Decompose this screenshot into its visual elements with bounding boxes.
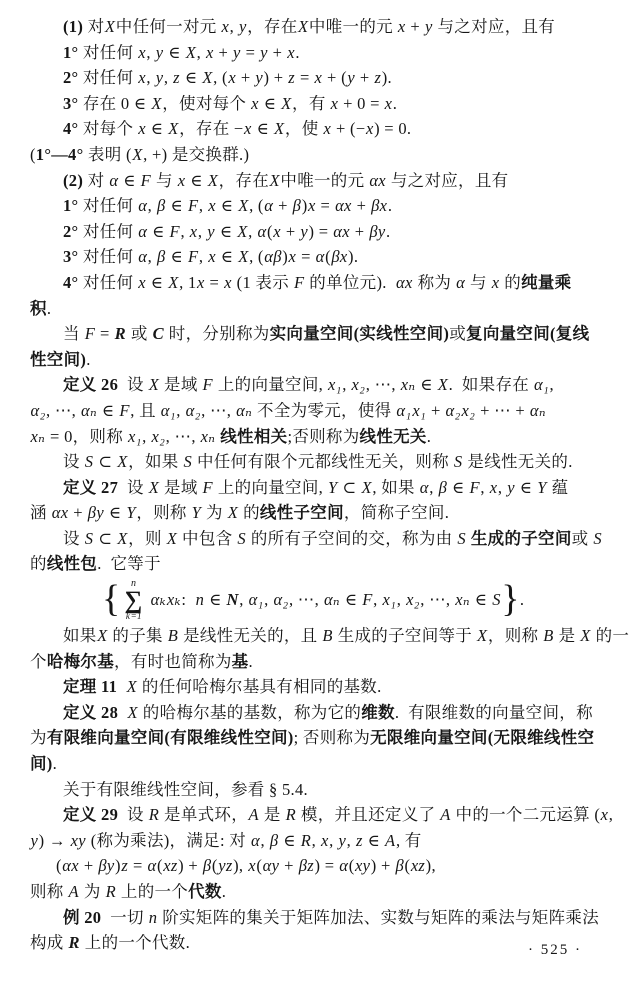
text-segment: 当 F = [63, 324, 115, 344]
text-segment: 涵 αx + βy ∈ Y，则称 Y 为 X 的 [30, 503, 260, 523]
text-segment: α₂, ⋯, αₙ ∈ F, 且 α₁, α₂, ⋯, αₙ 不全为零元，使得 α₁x₁ + α₂x₂ + ⋯ + αₙ [30, 400, 546, 420]
text-line [30, 91, 616, 117]
text-segment: 3° [63, 93, 83, 113]
text-segment: 维数 [361, 702, 395, 722]
text-segment: (2) [63, 170, 88, 190]
text-line [30, 526, 616, 552]
summation-symbol [125, 579, 143, 622]
text-segment: . [248, 651, 253, 671]
text-segment: 则称 A 为 R 上的一个 [30, 882, 189, 901]
page-number: · 525 · [528, 942, 582, 958]
text-segment: 存在 0 ∈ X，使对每个 x ∈ X，有 x + 0 = x. [82, 93, 398, 113]
big-brace: } [501, 578, 520, 621]
text-segment: 构成 [30, 933, 69, 953]
text-segment: (αx + βy)z = α(xz) + β(yz), x(αy + βz) = α(xy) + β(xz), [56, 856, 436, 876]
text-segment: 2° [63, 221, 83, 241]
text-segment: . [86, 349, 91, 369]
text-segment: 或 [449, 324, 467, 344]
text-segment: ; 否则称为 [293, 728, 371, 748]
text-line [30, 244, 616, 270]
sigma-glyph: ∑ [124, 586, 143, 614]
text-segment: 积 [30, 298, 47, 318]
text-segment: 对任何 α, β ∈ F, x ∈ X, (αβ)x = α(βx). [82, 247, 359, 267]
text-segment: 设 X 是域 F 上的向量空间, x₁, x₂, ⋯, xₙ ∈ X. 如果存在 α₁, [118, 375, 554, 395]
text-line [30, 751, 616, 777]
text-segment: . 它等于 [97, 554, 161, 574]
text-segment: 1°—4° [35, 144, 84, 164]
text-line [30, 347, 616, 373]
text-segment: 对任何 x ∈ X, 1x = x (1 表示 F 的单位元). αx 称为 α 与 x 的 [82, 272, 522, 292]
text-segment: (1) [63, 17, 88, 36]
text-segment: 定义 27 [63, 477, 119, 497]
text-segment: . [46, 298, 52, 318]
text-segment: 表明 (X, +) 是交换群.) [83, 144, 250, 164]
text-line [30, 674, 616, 700]
text-segment: 设 R 是单式环，A 是 R 模，并且还定义了 A 中的一个二元运算 (x, [118, 805, 614, 825]
text-segment: 性空间) [30, 349, 87, 369]
text-segment: 或 [126, 324, 153, 344]
text-segment: 复向量空间(复线 [466, 324, 590, 344]
text-segment: 间) [30, 754, 53, 774]
text-segment: N [226, 590, 239, 610]
text-segment: 定义 26 [63, 375, 119, 395]
text-segment: 生成的子空间 [470, 528, 572, 548]
text-line [30, 14, 616, 40]
text-line [30, 296, 616, 322]
text-segment: 个 [30, 651, 47, 671]
text-line [30, 500, 616, 526]
text-line [30, 551, 616, 577]
text-segment: . [519, 590, 525, 610]
text-line [30, 270, 616, 296]
text-segment: X 的任何哈梅尔基具有相同的基数. [126, 677, 382, 697]
text-segment: R [114, 324, 126, 344]
text-segment: 1° [63, 42, 83, 62]
text-segment: 3° [63, 247, 83, 267]
text-line [30, 802, 616, 828]
text-segment: 4° [63, 272, 83, 292]
text-segment: 1° [63, 196, 83, 216]
text-segment: . [221, 882, 227, 901]
text-segment: ，简称子空间. [343, 503, 450, 523]
text-line [30, 879, 616, 905]
text-segment: 定义 28 [63, 702, 119, 722]
sum-upper-limit: n [130, 577, 137, 589]
text-segment: y) → xy (称为乘法)，满足: 对 α, β ∈ R, x, y, z ∈ A, 有 [30, 830, 422, 850]
text-segment: 对任何 α ∈ F, x, y ∈ X, α(x + y) = αx + βy. [82, 221, 391, 241]
text-line [30, 700, 616, 726]
text-line [30, 449, 616, 475]
text-segment: 定理 11 [63, 677, 118, 697]
text-segment: 一切 n 阶实矩阵的集关于矩阵加法、实数与矩阵的乘法与矩阵乘法 [101, 907, 599, 927]
big-brace: { [102, 578, 121, 621]
text-segment: 纯量乘 [521, 272, 572, 292]
text-segment: 线性包 [46, 554, 98, 574]
text-segment: X 的哈梅尔基的基数，称为它的 [127, 702, 362, 722]
text-segment: 对任何 x, y ∈ X, x + y = y + x. [82, 42, 300, 62]
text-segment: 有限维向量空间(有限维线性空间) [46, 728, 294, 748]
text-segment: . 有限维数的向量空间，称 [394, 702, 593, 722]
text-segment: αₖxₖ: n ∈ [150, 590, 227, 610]
text-segment: 2° [63, 68, 83, 88]
text-segment: 关于有限维线性空间，参看 § 5.4. [63, 779, 308, 799]
text-segment: 对任何 α, β ∈ F, x ∈ X, (α + β)x = αx + βx. [82, 196, 393, 216]
text-segment: 代数 [188, 882, 222, 901]
text-line [30, 905, 616, 931]
text-line [30, 142, 616, 168]
text-line [30, 475, 616, 501]
text-segment: ;否则称为 [287, 426, 360, 446]
text-line [30, 725, 616, 751]
text-line [30, 398, 616, 424]
text-segment: ( [30, 144, 36, 164]
text-line [30, 116, 616, 142]
text-segment: 无限维向量空间(无限维线性空 [370, 728, 595, 748]
text-segment: 的 [30, 554, 47, 574]
text-line [30, 193, 616, 219]
text-segment: R [68, 933, 80, 953]
text-segment: . [52, 754, 58, 774]
text-segment: , α₁, α₂, ⋯, αₙ ∈ F, x₁, x₂, ⋯, xₙ ∈ S [239, 590, 501, 610]
text-line [30, 828, 616, 854]
text-segment: 线性子空间 [259, 503, 344, 523]
text-segment: 设 S ⊂ X，如果 S 中任何有限个元都线性无关，则称 S 是线性无关的. [63, 452, 573, 472]
text-segment: 对 α ∈ F 与 x ∈ X，存在X中唯一的元 αx 与之对应，且有 [87, 170, 509, 190]
text-line [30, 321, 616, 347]
text-segment: 设 S ⊂ X，则 X 中包含 S 的所有子空间的交，称为由 S [63, 528, 466, 548]
text-segment: 实向量空间(实线性空间) [269, 324, 450, 344]
text-line [30, 65, 616, 91]
text-segment: 时，分别称为 [164, 324, 270, 344]
text-segment: ，有时也简称为 [114, 651, 232, 671]
text-segment: 对X中任何一对元 x, y，存在X中唯一的元 x + y 与之对应，且有 [87, 17, 556, 36]
text-line [30, 168, 616, 194]
text-segment: 上的一个代数. [80, 933, 190, 953]
text-line [30, 623, 630, 649]
text-line [30, 424, 616, 450]
text-segment: C [152, 324, 164, 344]
text-segment: 线性无关 [359, 426, 427, 446]
text-line [30, 853, 616, 879]
text-line [30, 372, 616, 398]
text-segment: 定义 29 [63, 805, 119, 825]
text-segment: 设 X 是域 F 上的向量空间, Y ⊂ X, 如果 α, β ∈ F, x, y ∈ Y 蕴 [118, 477, 569, 497]
text-segment: 为 [30, 728, 47, 748]
text-segment: 如果X 的子集 B 是线性无关的，且 B 生成的子空间等于 X，则称 B 是 X 的一 [63, 626, 630, 646]
sum-lower-limit: k=1 [125, 611, 142, 622]
text-segment: 基 [231, 651, 249, 671]
text-line [30, 649, 616, 675]
text-line [30, 40, 616, 66]
text-segment: 或 S [571, 528, 602, 548]
document-lines [30, 14, 630, 956]
text-segment: 线性相关 [220, 426, 288, 446]
text-segment: 哈梅尔基 [46, 651, 115, 671]
text-segment: . [426, 426, 432, 446]
display-formula [30, 577, 616, 623]
text-segment: 4° [63, 119, 83, 139]
text-segment: 对任何 x, y, z ∈ X, (x + y) + z = x + (y + z). [82, 68, 392, 88]
text-segment: xₙ = 0，则称 x₁, x₂, ⋯, xₙ [30, 426, 216, 446]
text-line [30, 777, 616, 803]
text-segment: 例 20 [63, 907, 102, 927]
text-line [30, 219, 616, 245]
text-segment: 对每个 x ∈ X，存在 −x ∈ X，使 x + (−x) = 0. [82, 119, 412, 139]
